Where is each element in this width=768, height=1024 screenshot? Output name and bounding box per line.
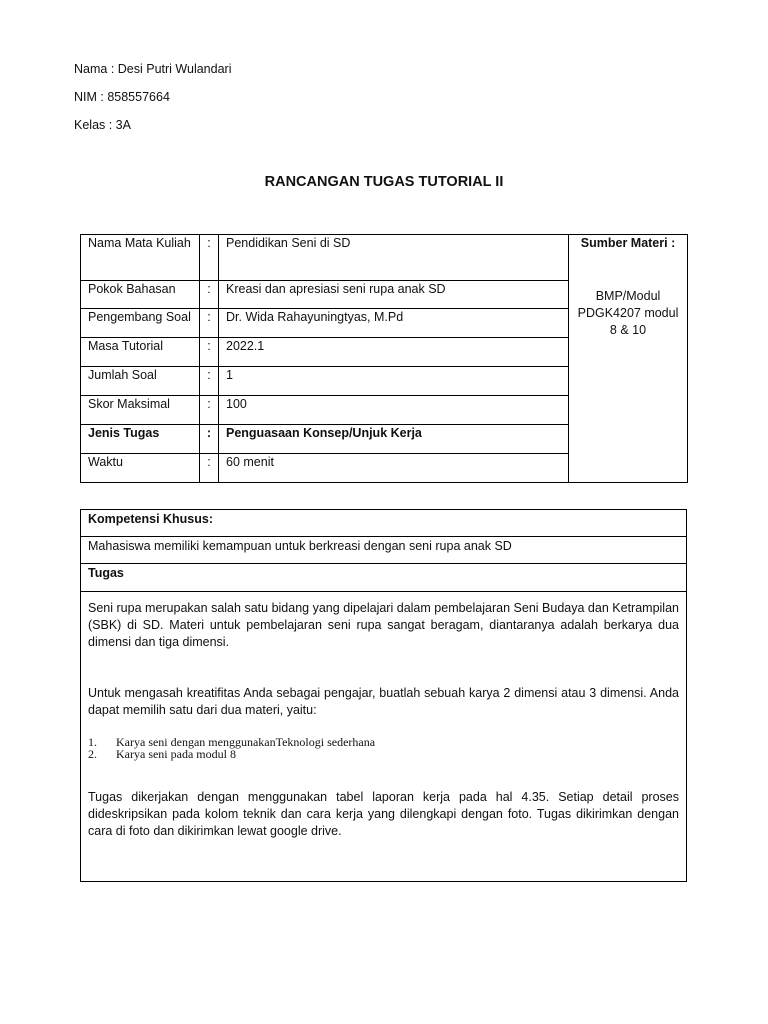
task-paragraph: Untuk mengasah kreatifitas Anda sebagai pengajar, buatlah sebuah karya 2 dimensi atau 3 dimensi. Anda dapat memilih satu dari dua materi, yaitu:	[88, 686, 679, 717]
competency-heading: Kompetensi Khusus:	[81, 510, 686, 537]
field-colon: :	[200, 281, 219, 309]
list-number: 2.	[88, 747, 97, 761]
list-text: Karya seni pada modul 8	[116, 747, 236, 761]
list-number: 1.	[88, 735, 97, 749]
field-colon: :	[200, 235, 219, 281]
field-value: 60 menit	[219, 454, 569, 483]
list-text: Karya seni dengan menggunakanTeknologi sederhana	[116, 735, 376, 749]
field-value: Pendidikan Seni di SD	[219, 235, 569, 281]
field-value: Dr. Wida Rahayuningtyas, M.Pd	[219, 309, 569, 338]
student-name: Nama : Desi Putri Wulandari	[74, 62, 232, 76]
course-info-table	[80, 234, 688, 483]
field-colon: :	[200, 454, 219, 483]
field-label: Jumlah Soal	[81, 367, 200, 396]
field-value: 1	[219, 367, 569, 396]
field-colon: :	[200, 425, 219, 454]
student-nim: NIM : 858557664	[74, 90, 170, 104]
field-colon: :	[200, 338, 219, 367]
field-label: Masa Tutorial	[81, 338, 200, 367]
task-heading: Tugas	[81, 564, 686, 592]
source-cell	[569, 235, 688, 483]
competency-text: Mahasiswa memiliki kemampuan untuk berkreasi dengan seni rupa anak SD	[81, 537, 686, 564]
document-title: RANCANGAN TUGAS TUTORIAL II	[264, 174, 504, 190]
task-paragraph: Seni rupa merupakan salah satu bidang yang dipelajari dalam pembelajaran Seni Budaya dan Ketrampilan (SBK) di SD. Materi untuk pembelajaran seni rupa sangat beragam, diantaranya adalah berkarya dua dimensi dan tiga dimensi.	[88, 601, 679, 649]
field-label: Pokok Bahasan	[81, 281, 200, 309]
field-colon: :	[200, 309, 219, 338]
field-colon: :	[200, 367, 219, 396]
table-row	[81, 235, 688, 281]
field-colon: :	[200, 396, 219, 425]
student-class: Kelas : 3A	[74, 118, 131, 132]
field-value: 2022.1	[219, 338, 569, 367]
field-value: 100	[219, 396, 569, 425]
field-label: Waktu	[81, 454, 200, 483]
source-value: BMP/Modul PDGK4207 modul 8 & 10	[577, 289, 679, 337]
field-value: Penguasaan Konsep/Unjuk Kerja	[219, 425, 569, 454]
source-label: Sumber Materi :	[580, 236, 676, 250]
task-paragraph: Tugas dikerjakan dengan menggunakan tabel laporan kerja pada hal 4.35. Setiap detail proses dideskripsikan pada kolom teknik dan cara kerja yang dilengkapi dengan foto. Tugas dikirimkan dengan cara di foto dan dikirimkan lewat google drive.	[88, 790, 679, 838]
field-label: Nama Mata Kuliah	[81, 235, 200, 281]
task-body	[81, 592, 686, 840]
field-label: Jenis Tugas	[81, 425, 200, 454]
field-label: Skor Maksimal	[81, 396, 200, 425]
task-box	[80, 509, 687, 882]
list-item	[88, 748, 679, 760]
field-value: Kreasi dan apresiasi seni rupa anak SD	[219, 281, 569, 309]
material-list	[88, 736, 679, 760]
field-label: Pengembang Soal	[81, 309, 200, 338]
